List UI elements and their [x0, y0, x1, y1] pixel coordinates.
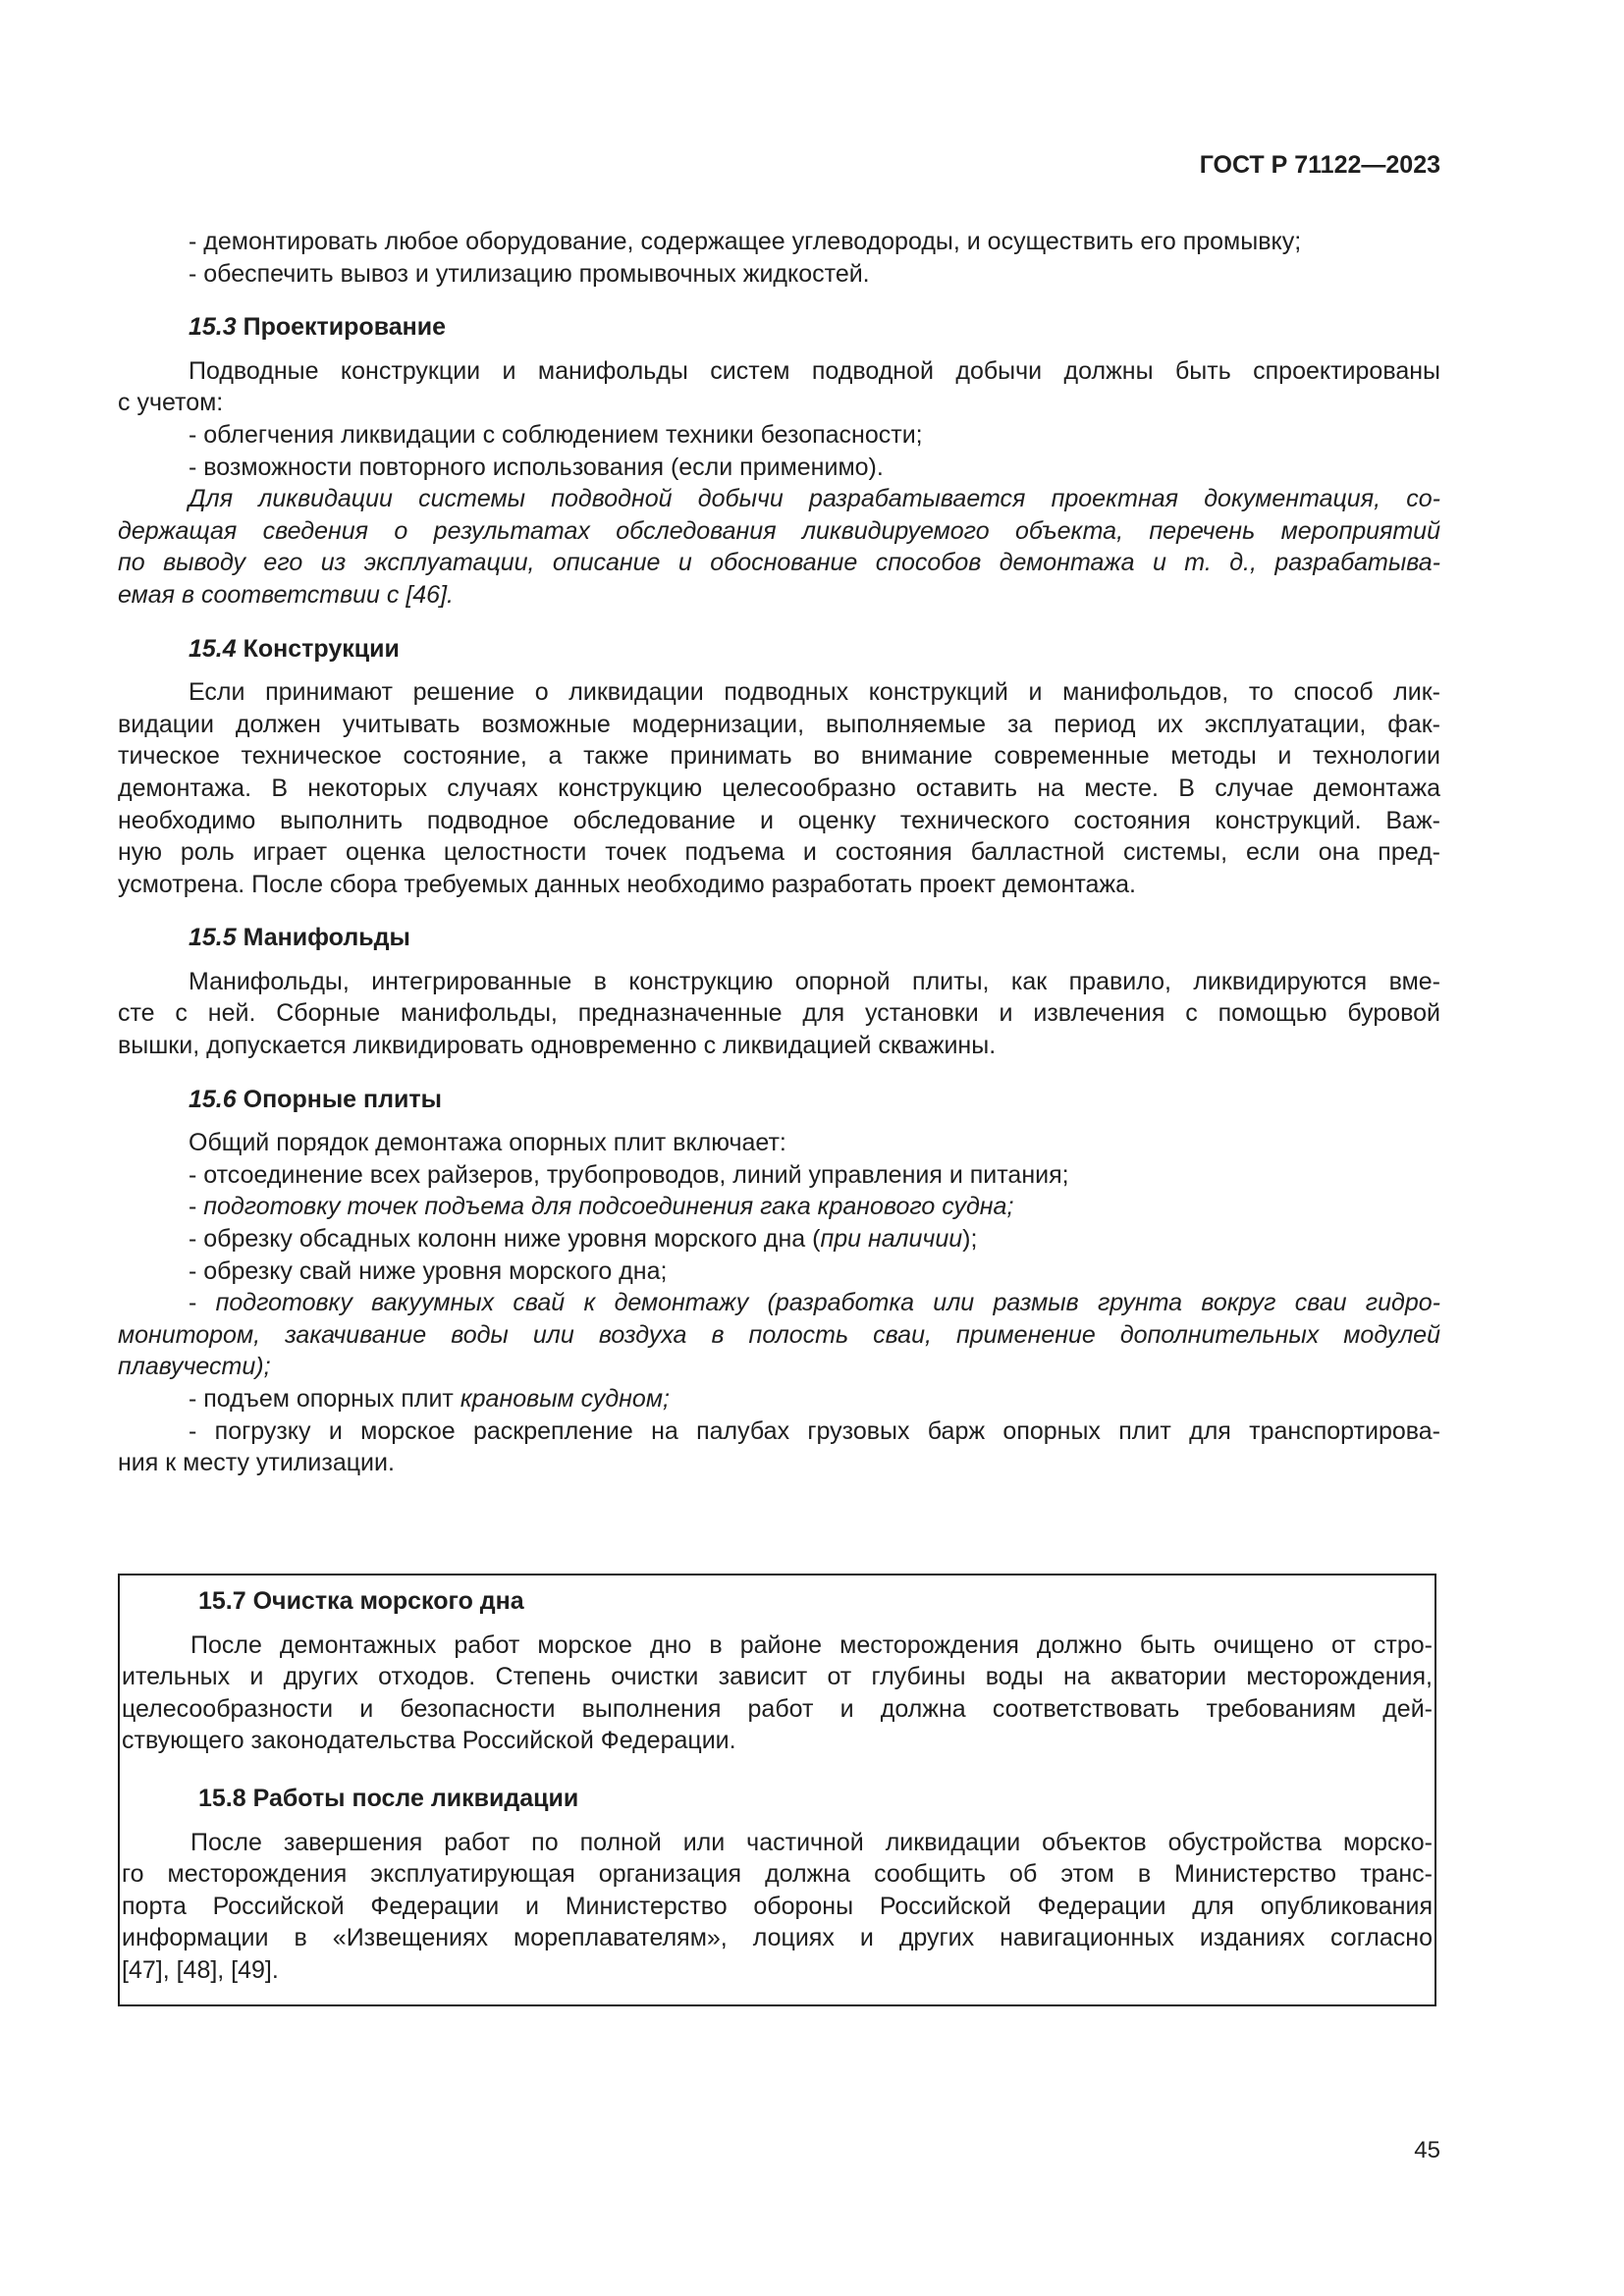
paragraph-line: После демонтажных работ морское дно в районе месторождения должно быть очищено от стро-: [190, 1630, 1433, 1659]
bullet-text: - подъем опорных плит: [189, 1385, 460, 1413]
section-number: 15.4: [189, 634, 237, 663]
paragraph-line: ствующего законодательства Российской Федерации.: [122, 1727, 736, 1755]
section-heading-15-8: 15.8 Работы после ликвидации: [198, 1784, 579, 1812]
paragraph: [120, 1629, 1435, 1757]
bullet-text-italic: при наличии: [820, 1225, 963, 1254]
bullet-item: [118, 1415, 1440, 1479]
paragraph-line: с учетом:: [118, 389, 224, 417]
section-heading-15-6: [118, 1084, 1440, 1116]
section-title: Конструкции: [243, 634, 400, 663]
section-heading-15-3: [118, 311, 1440, 344]
bullet-dash: -: [189, 1289, 216, 1317]
paragraph-line: Подводные конструкции и манифольды систем подводной добычи должны быть спроектированы: [189, 356, 1440, 385]
section-title: Манифольды: [243, 924, 410, 952]
paragraph-line: сте с ней. Сборные манифольды, предназначенные для установки и извлечения с помощью буровой: [118, 999, 1440, 1028]
section-number: 15.3: [189, 313, 237, 342]
bullet-item: [118, 1223, 1440, 1255]
paragraph-line: видации должен учитывать возможные модернизации, выполняемые за период их эксплуатации, фак-: [118, 710, 1440, 738]
note-paragraph: [118, 483, 1440, 611]
paragraph-line: емая в соответствии с [46].: [118, 580, 454, 609]
document-body: [118, 226, 1440, 1479]
paragraph-line: необходимо выполнить подводное обследование и оценку технического состояния конструкций. Важ-: [118, 806, 1440, 834]
framed-block: [118, 1574, 1436, 2006]
section-heading-15-5: [118, 922, 1440, 954]
paragraph-line: ительных и других отходов. Степень очистки зависит от глубины воды на акватории месторождения,: [122, 1663, 1433, 1691]
paragraph: [118, 355, 1440, 419]
paragraph-line: порта Российской Федерации и Министерство обороны Российской Федерации для опубликования: [122, 1892, 1433, 1920]
bullet-item: - демонтировать любое оборудование, содержащее углеводороды, и осуществить его промывку;: [189, 228, 1302, 255]
paragraph-line: После завершения работ по полной или частичной ликвидации объектов обустройства морско-: [190, 1828, 1433, 1856]
paragraph-line: усмотрена. После сбора требуемых данных необходимо разработать проект демонтажа.: [118, 870, 1136, 898]
section-heading-15-7: 15.7 Очистка морского дна: [198, 1587, 524, 1615]
paragraph-line: Общий порядок демонтажа опорных плит включает:: [189, 1129, 786, 1157]
bullet-text: );: [962, 1225, 978, 1254]
paragraph-line: [118, 1287, 1440, 1319]
section-number: 15.5: [189, 924, 237, 952]
page-number: 45: [1414, 2137, 1440, 2163]
paragraph-line: ния к месту утилизации.: [118, 1449, 395, 1477]
bullet-item: [118, 1287, 1440, 1383]
paragraph: [118, 966, 1440, 1062]
paragraph-line: ную роль играет оценка целостности точек подъема и состояния балластной системы, если она пред-: [118, 838, 1440, 867]
bullet-text-italic: крановым судном;: [460, 1385, 670, 1413]
bullet-text: подготовку точек подъема для подсоединения гака кранового судна;: [203, 1193, 1014, 1221]
paragraph: [120, 1827, 1435, 1987]
paragraph-line: плавучести);: [118, 1353, 271, 1381]
paragraph-line: го месторождения эксплуатирующая организация должна сообщить об этом в Министерство транс-: [122, 1860, 1433, 1889]
bullet-item: - обрезку свай ниже уровня морского дна;: [189, 1256, 668, 1285]
bullet-item: - обеспечить вывоз и утилизацию промывочных жидкостей.: [189, 259, 870, 288]
paragraph-line: по выводу его из эксплуатации, описание и обоснование способов демонтажа и т. д., разрабатыва-: [118, 549, 1440, 577]
section-title: Проектирование: [243, 313, 447, 342]
paragraph-line: демонтажа. В некоторых случаях конструкцию целесообразно оставить на месте. В случае демонтажа: [118, 774, 1440, 802]
bullet-item: - отсоединение всех райзеров, трубопроводов, линий управления и питания;: [189, 1160, 1069, 1189]
bullet-text: подготовку вакуумных свай к демонтажу (разработка или размыв грунта вокруг сваи гидро-: [215, 1289, 1440, 1317]
bullet-item: [118, 1191, 1440, 1223]
document-code: ГОСТ Р 71122—2023: [1199, 151, 1440, 179]
paragraph: [118, 676, 1440, 900]
bullet-item: - возможности повторного использования (если применимо).: [189, 453, 884, 481]
paragraph-line: вышки, допускается ликвидировать одновременно с ликвидацией скважины.: [118, 1032, 997, 1060]
bullet-item: - облегчения ликвидации с соблюдением техники безопасности;: [189, 420, 923, 449]
bullet-text: - обрезку обсадных колонн ниже уровня морского дна (: [189, 1225, 821, 1254]
paragraph-line: Для ликвидации системы подводной добычи разрабатывается проектная документация, со-: [189, 485, 1440, 513]
bullet-item: [118, 1383, 1440, 1415]
paragraph-line: Манифольды, интегрированные в конструкцию опорной плиты, как правило, ликвидируются вме-: [189, 967, 1440, 995]
bullet-dash: -: [189, 1193, 204, 1221]
paragraph-line: информации в «Извещениях мореплавателям», лоциях и других навигационных изданиях согласно: [122, 1924, 1433, 1952]
paragraph-line: - погрузку и морское раскрепление на палубах грузовых барж опорных плит для транспортирова-: [189, 1416, 1440, 1445]
section-title: Опорные плиты: [243, 1085, 442, 1113]
section-heading-15-4: [118, 633, 1440, 666]
paragraph-line: тическое техническое состояние, а также принимать во внимание современные методы и технологии: [118, 742, 1440, 771]
paragraph-line: целесообразности и безопасности выполнения работ и должна соответствовать требованиям дей-: [122, 1694, 1433, 1723]
section-number: 15.6: [189, 1085, 237, 1113]
paragraph-line: [47], [48], [49].: [122, 1955, 279, 1984]
paragraph-line: держащая сведения о результатах обследования ликвидируемого объекта, перечень мероприятий: [118, 516, 1440, 545]
paragraph-line: Если принимают решение о ликвидации подводных конструкций и манифольдов, то способ лик-: [189, 678, 1440, 707]
paragraph-line: монитором, закачивание воды или воздуха в полость сваи, применение дополнительных модулей: [118, 1320, 1440, 1349]
